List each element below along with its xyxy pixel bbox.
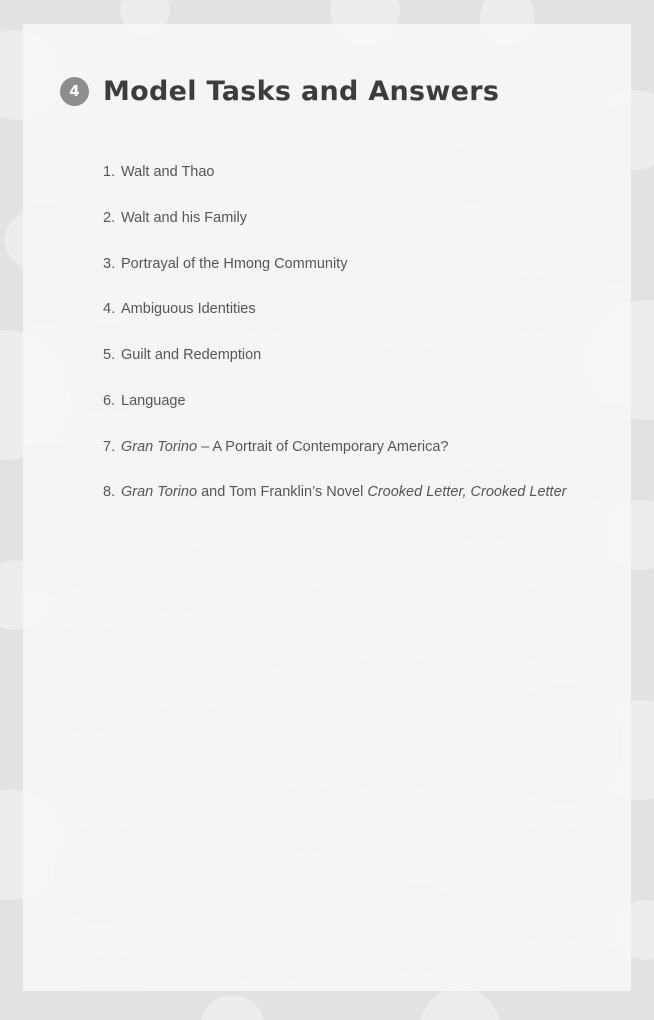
list-item-label: Walt and his Family [121, 209, 247, 226]
list-item-label: Walt and Thao [121, 164, 215, 180]
list-item[interactable] [103, 254, 573, 276]
list-item[interactable] [103, 299, 573, 321]
list-item[interactable] [103, 391, 573, 413]
list-item[interactable] [103, 482, 573, 504]
page-title: Model Tasks and Answers [103, 76, 500, 107]
chapter-heading [60, 76, 499, 107]
list-item-number: 2. [103, 209, 116, 226]
list-item-number: 8. [103, 484, 116, 501]
list-item[interactable] [103, 345, 573, 367]
list-item-number: 5. [103, 347, 116, 363]
table-of-contents [103, 162, 573, 528]
list-item-label: Ambiguous Identities [121, 301, 256, 318]
list-item[interactable] [103, 208, 573, 230]
list-item-number: 4. [103, 301, 116, 318]
chapter-number-badge: 4 [60, 77, 89, 106]
document-page [23, 24, 631, 991]
list-item[interactable] [103, 437, 573, 459]
list-item-label: Language [121, 392, 186, 409]
list-item-number: 3. [103, 255, 116, 272]
list-item[interactable] [103, 162, 573, 184]
list-item-label: Portrayal of the Hmong Community [121, 255, 348, 272]
list-item-label: Gran Torino – A Portrait of Contemporary America? [121, 438, 449, 455]
list-item-label: Gran Torino and Tom Franklin’s Novel Crooked Letter, Crooked Letter [121, 484, 567, 501]
list-item-number: 6. [103, 392, 116, 409]
list-item-number: 7. [103, 438, 116, 455]
list-item-number: 1. [103, 164, 116, 180]
list-item-label: Guilt and Redemption [121, 347, 262, 363]
